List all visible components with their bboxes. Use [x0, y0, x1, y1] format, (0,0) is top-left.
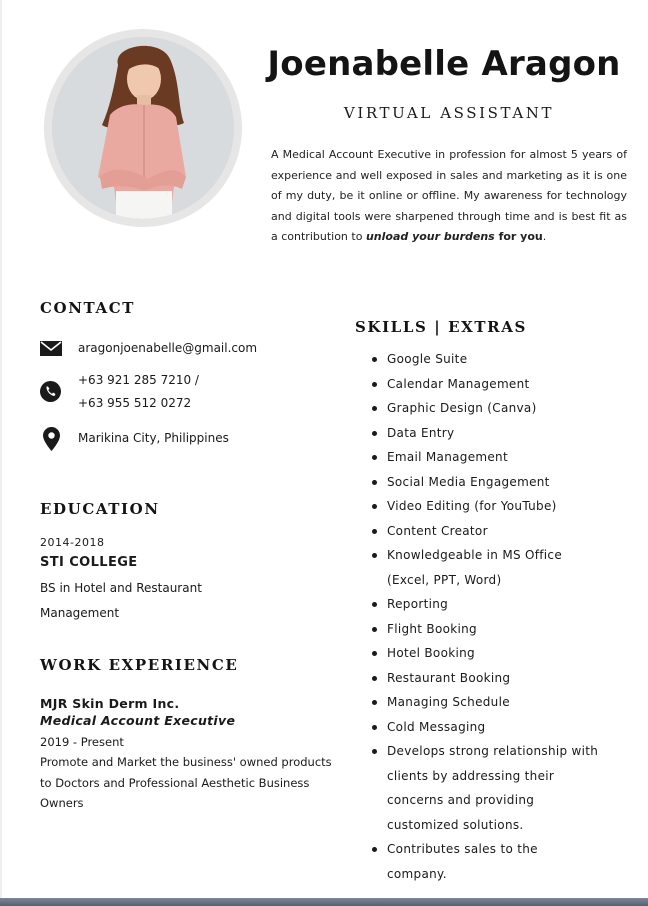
skill-item: Develops strong relationship with clients by addressing their concerns and providing customized solutions.: [370, 739, 602, 837]
summary-bold: for you: [494, 230, 543, 243]
footer-bar: [0, 898, 648, 906]
education-years: 2014-2018: [40, 536, 105, 549]
mail-icon: [40, 341, 62, 359]
candidate-name: Joenabelle Aragon: [267, 44, 621, 84]
skill-item: Hotel Booking: [370, 641, 630, 666]
work-role: Medical Account Executive: [40, 713, 236, 728]
profile-photo: [52, 37, 234, 219]
work-dates: 2019 - Present: [40, 735, 124, 749]
skill-item: Contributes sales to the company.: [370, 837, 557, 886]
skill-item: Knowledgeable in MS Office (Excel, PPT, Word): [370, 543, 577, 592]
summary-text: A Medical Account Executive in profession for almost 5 years of experience and well exposed in sales and marketing as it is one of my duty, be it online or offline. My awareness for technology and digital tools were sharpened through time and is best fit as a contribution to: [271, 148, 627, 243]
summary-end: .: [542, 230, 547, 243]
skill-item: Flight Booking: [370, 617, 630, 642]
skill-item: Google Suite: [370, 347, 630, 372]
profile-summary: [271, 145, 627, 248]
job-title: VIRTUAL ASSISTANT: [343, 104, 555, 122]
contact-phone-1[interactable]: +63 921 285 7210 /: [78, 373, 199, 387]
portrait-illustration: [52, 37, 234, 219]
work-company: MJR Skin Derm Inc.: [40, 696, 180, 711]
skill-item: Managing Schedule: [370, 690, 630, 715]
skill-item: Social Media Engagement: [370, 470, 630, 495]
skill-item: Cold Messaging: [370, 715, 630, 740]
skill-item: Graphic Design (Canva): [370, 396, 630, 421]
skills-list: [370, 347, 630, 886]
contact-location: Marikina City, Philippines: [78, 431, 229, 445]
education-school: STI COLLEGE: [40, 555, 138, 570]
skills-heading: SKILLS | EXTRAS: [355, 318, 527, 336]
education-heading: EDUCATION: [40, 500, 160, 518]
contact-phone-2[interactable]: +63 955 512 0272: [78, 396, 192, 410]
contact-heading: CONTACT: [40, 299, 135, 317]
skill-item: Content Creator: [370, 519, 630, 544]
skill-item: Restaurant Booking: [370, 666, 630, 691]
phone-icon: [40, 381, 61, 405]
skill-item: Video Editing (for YouTube): [370, 494, 630, 519]
page-edge: [0, 0, 2, 906]
work-heading: WORK EXPERIENCE: [40, 656, 239, 674]
skill-item: Email Management: [370, 445, 630, 470]
summary-emphasis: unload your burdens: [365, 230, 495, 243]
skill-item: Calendar Management: [370, 372, 630, 397]
education-degree: BS in Hotel and Restaurant Management: [40, 581, 202, 620]
work-description: Promote and Market the business' owned products to Doctors and Professional Aesthetic Business Owners: [40, 755, 332, 810]
skill-item: Reporting: [370, 592, 630, 617]
location-pin-icon: [43, 427, 60, 454]
contact-email[interactable]: aragonjoenabelle@gmail.com: [78, 341, 258, 355]
skill-item: Data Entry: [370, 421, 630, 446]
